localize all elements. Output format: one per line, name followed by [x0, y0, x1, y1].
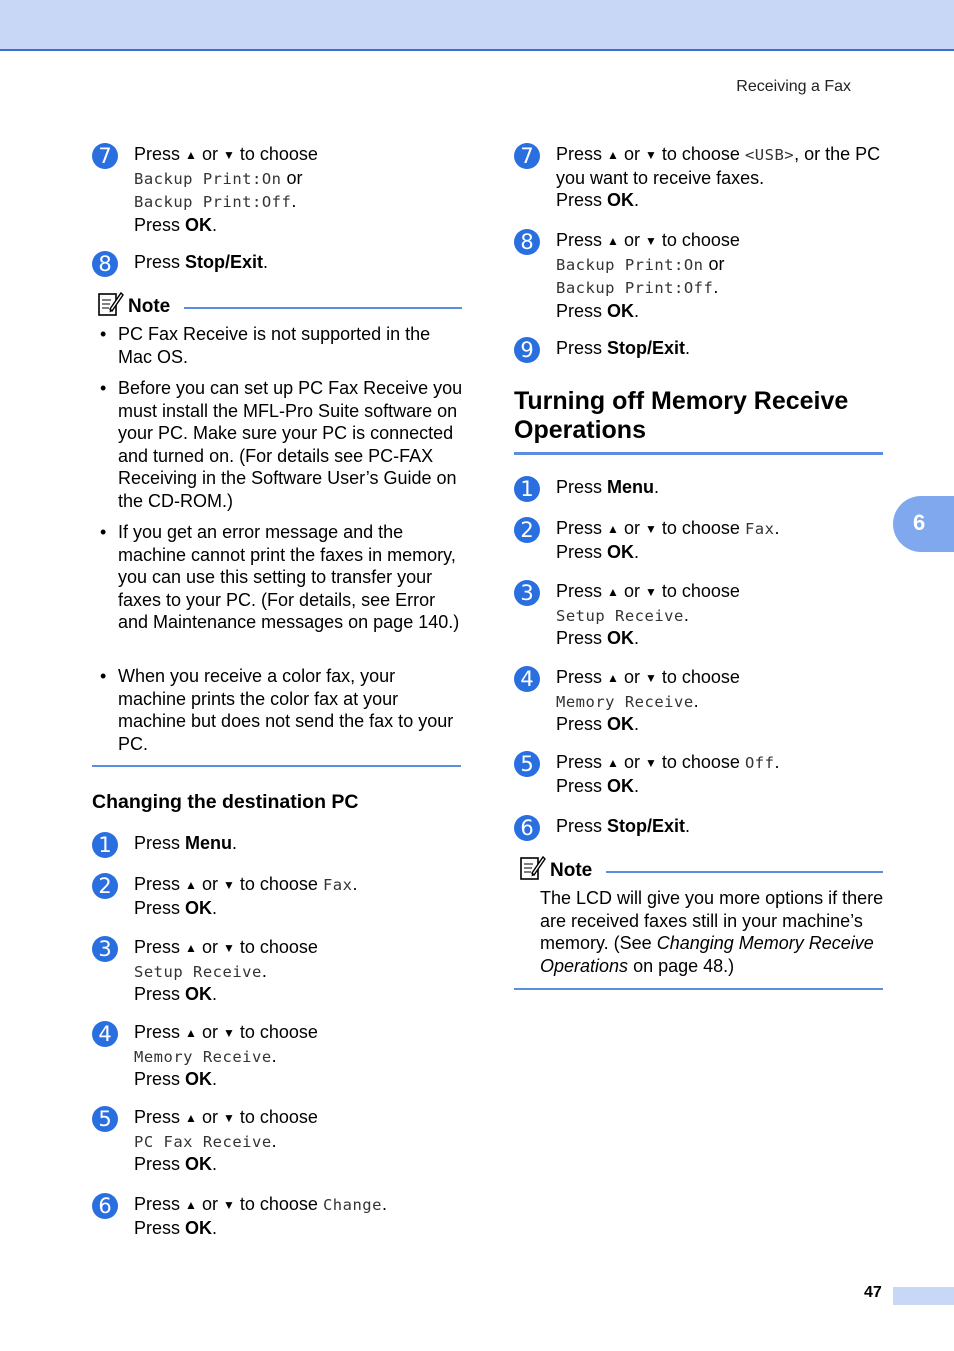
up-arrow-icon: ▲ — [185, 148, 197, 162]
step-number: 4 — [514, 666, 540, 692]
step-number: 5 — [92, 1106, 118, 1132]
lcd-option: Backup Print:Off — [556, 279, 714, 297]
step-number: 2 — [514, 517, 540, 543]
step-number: 5 — [514, 751, 540, 777]
lcd-option: Change — [322, 1196, 382, 1214]
up-arrow-icon: ▲ — [607, 148, 619, 162]
up-arrow-icon: ▲ — [185, 941, 197, 955]
note-pencil-icon — [518, 853, 546, 881]
top-header-bar — [0, 0, 954, 51]
step-number: 4 — [92, 1021, 118, 1047]
key-name: OK — [607, 541, 635, 562]
section-subheading: Changing the destination PC — [92, 791, 359, 813]
lcd-option: Setup Receive — [556, 606, 684, 625]
key-name: OK — [607, 714, 635, 734]
note-end-divider — [514, 988, 883, 990]
lcd-option: Backup Print:Off — [134, 193, 292, 211]
key-name: OK — [607, 628, 635, 648]
chapter-tab: 6 — [893, 496, 954, 552]
note-label: Note — [128, 296, 171, 317]
key-name: Menu — [185, 833, 233, 853]
down-arrow-icon: ▼ — [222, 1026, 235, 1040]
down-arrow-icon: ▼ — [644, 585, 657, 599]
lcd-option: Off — [744, 754, 775, 772]
key-name: Stop/Exit — [607, 338, 686, 358]
down-arrow-icon: ▼ — [644, 522, 657, 536]
up-arrow-icon: ▲ — [607, 756, 619, 770]
lcd-option: Fax — [322, 876, 353, 894]
down-arrow-icon: ▼ — [222, 941, 235, 955]
key-name: OK — [185, 1154, 213, 1174]
step-number: 3 — [92, 936, 118, 962]
key-name: OK — [185, 1217, 213, 1238]
step-number: 1 — [514, 476, 540, 502]
key-name: OK — [607, 300, 635, 321]
down-arrow-icon: ▼ — [644, 671, 657, 685]
heading-divider — [514, 452, 883, 455]
section-heading: Turning off Memory Receive Operations — [514, 387, 849, 444]
key-name: OK — [185, 214, 213, 235]
lcd-option: Backup Print:On — [134, 169, 282, 188]
key-name: Stop/Exit — [185, 252, 264, 272]
key-name: OK — [607, 775, 635, 796]
up-arrow-icon: ▲ — [607, 585, 619, 599]
step-number: 6 — [514, 815, 540, 841]
step-number: 8 — [92, 251, 118, 277]
divider — [606, 871, 883, 873]
note-text: The LCD will give you more options if there are received faxes still in your machine’s memory. (See Changing Memory Receive Operations on page 48.) — [540, 888, 884, 976]
step-number: 6 — [92, 1193, 118, 1219]
lcd-option: Fax — [744, 520, 775, 538]
down-arrow-icon: ▼ — [222, 1111, 235, 1125]
lcd-option: Memory Receive — [134, 1047, 272, 1066]
note-label: Note — [550, 860, 593, 881]
up-arrow-icon: ▲ — [607, 234, 619, 248]
up-arrow-icon: ▲ — [185, 878, 197, 892]
key-name: OK — [185, 1069, 213, 1089]
lcd-option: Backup Print:On — [556, 255, 704, 274]
key-name: OK — [607, 190, 635, 210]
page-number-bar — [893, 1287, 954, 1305]
up-arrow-icon: ▲ — [607, 671, 619, 685]
note-header — [92, 293, 462, 321]
up-arrow-icon: ▲ — [185, 1026, 197, 1040]
down-arrow-icon: ▼ — [222, 878, 235, 892]
up-arrow-icon: ▲ — [607, 522, 619, 536]
step-number: 7 — [514, 143, 540, 169]
lcd-option: <USB> — [744, 146, 795, 164]
step-number: 2 — [92, 873, 118, 899]
key-name: Stop/Exit — [607, 816, 686, 836]
key-name: Menu — [607, 477, 655, 497]
lcd-option: Setup Receive — [134, 962, 262, 981]
page-number: 47 — [864, 1284, 882, 1301]
key-name: OK — [185, 984, 213, 1004]
down-arrow-icon: ▼ — [644, 756, 657, 770]
note-end-divider — [92, 765, 461, 767]
step-number: 8 — [514, 229, 540, 255]
divider — [184, 307, 462, 309]
up-arrow-icon: ▲ — [185, 1111, 197, 1125]
step-number: 9 — [514, 337, 540, 363]
step-number: 3 — [514, 580, 540, 606]
lcd-option: Memory Receive — [556, 692, 694, 711]
down-arrow-icon: ▼ — [644, 148, 657, 162]
up-arrow-icon: ▲ — [185, 1198, 197, 1212]
down-arrow-icon: ▼ — [222, 148, 235, 162]
note-header — [514, 857, 884, 885]
lcd-option: PC Fax Receive — [134, 1132, 272, 1151]
down-arrow-icon: ▼ — [222, 1198, 235, 1212]
step-number: 1 — [92, 832, 118, 858]
note-pencil-icon — [96, 289, 124, 317]
step-number: 7 — [92, 143, 118, 169]
running-head: Receiving a Fax — [736, 78, 851, 95]
key-name: OK — [185, 897, 213, 918]
down-arrow-icon: ▼ — [644, 234, 657, 248]
